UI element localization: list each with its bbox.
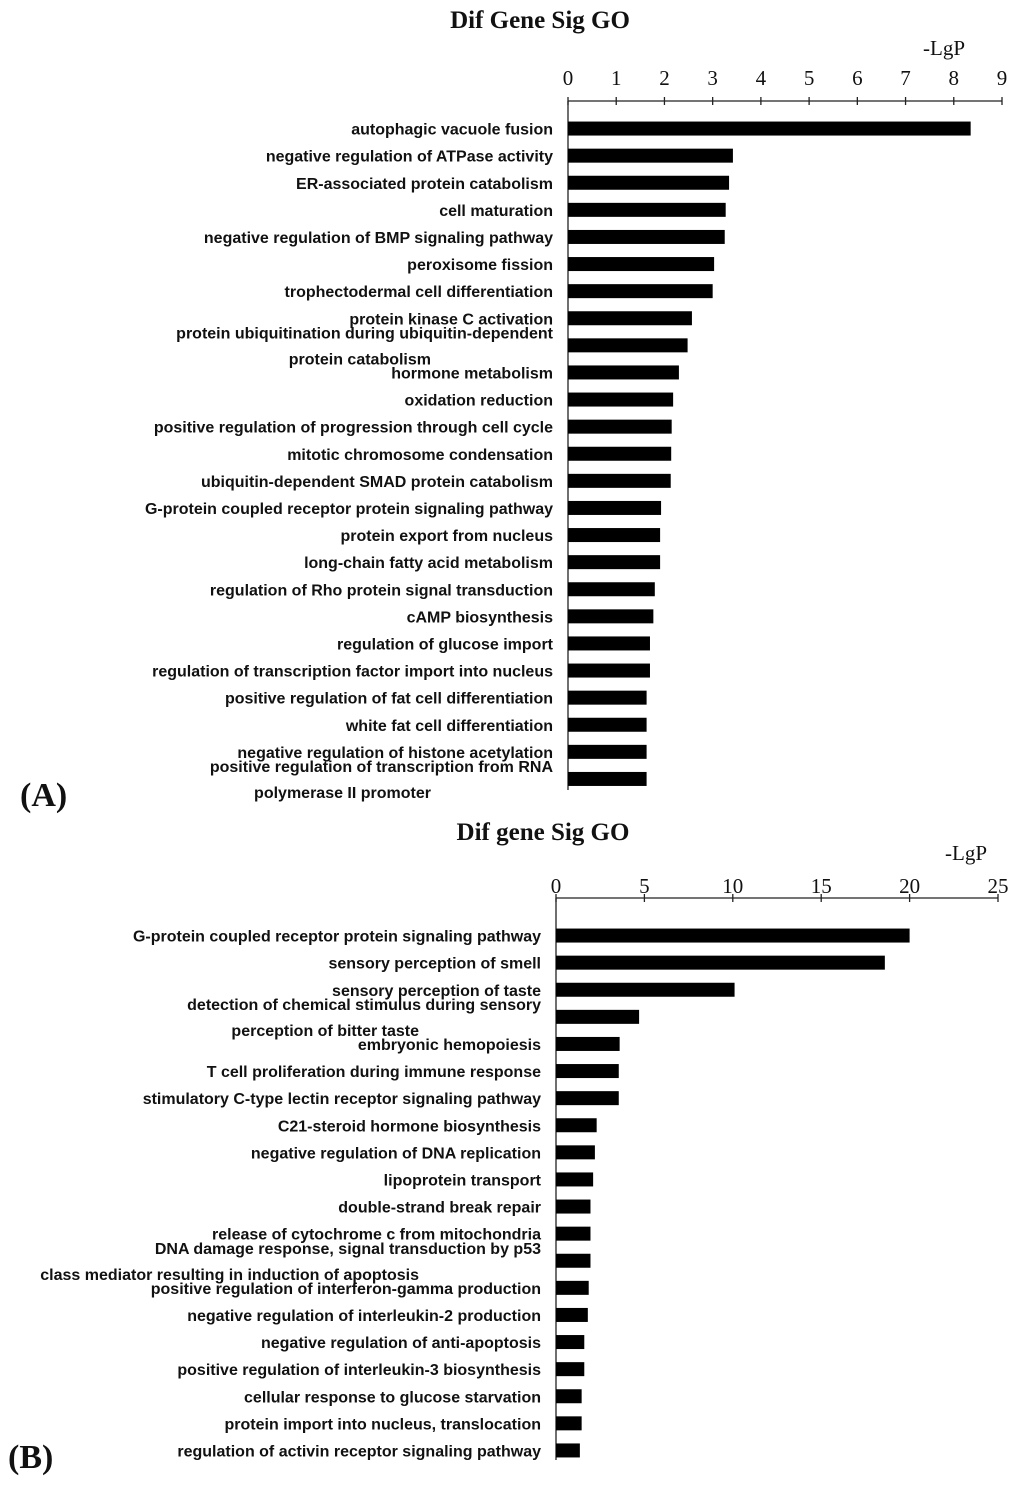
chart-a-category-label: cAMP biosynthesis [406, 609, 553, 627]
chart-b-category-label: G-protein coupled receptor protein signaling pathway [132, 928, 541, 946]
chart-a-category-label: autophagic vacuole fusion [351, 121, 553, 139]
chart-b-category-label: cellular response to glucose starvation [244, 1389, 541, 1407]
chart-a-category-label: long-chain fatty acid metabolism [304, 555, 553, 573]
chart-b-tick-label: 5 [639, 874, 650, 898]
chart-b-bar [556, 1443, 580, 1457]
chart-a-tick-label: 1 [610, 66, 622, 90]
chart-a-bar [568, 230, 725, 244]
chart-b-category-label: negative regulation of interleukin-2 production [187, 1307, 541, 1325]
chart-b-bar [556, 983, 735, 997]
chart-a-panel-label: (A) [20, 777, 68, 814]
chart-a-bar [568, 555, 660, 569]
chart-b-bar [556, 1037, 620, 1051]
chart-a-category-label: protein export from nucleus [340, 528, 553, 546]
chart-a-tick-label: 9 [996, 66, 1008, 90]
chart-a-xlabel: -LgP [923, 36, 965, 60]
chart-a-bar [568, 393, 673, 407]
chart-b-bar [556, 1416, 582, 1430]
chart-a-tick-label: 8 [948, 66, 960, 90]
chart-b-tick-label: 15 [810, 874, 832, 898]
chart-b-bar [556, 929, 910, 943]
chart-b-category-label: sensory perception of taste [332, 982, 541, 1000]
chart-b-category-label [187, 997, 541, 1040]
chart-a-category-label: oxidation reduction [404, 392, 553, 410]
chart-a-category-label [176, 325, 553, 368]
chart-b-category-label: C21-steroid hormone biosynthesis [277, 1118, 541, 1136]
chart-a-bar [568, 203, 726, 217]
chart-a-category-label: negative regulation of BMP signaling pathway [203, 229, 553, 247]
chart-b-category-label: double-strand break repair [338, 1199, 541, 1217]
chart-a-category-label: hormone metabolism [391, 365, 553, 383]
chart-a-bar [568, 745, 647, 759]
chart-a-bar [568, 609, 653, 623]
chart-a-title: Dif Gene Sig GO [450, 7, 630, 34]
chart-a-bar [568, 284, 713, 298]
chart-b-category-label: negative regulation of anti-apoptosis [260, 1335, 541, 1353]
chart-a-category-label: G-protein coupled receptor protein signaling pathway [144, 500, 553, 518]
chart-a-category-label: peroxisome fission [407, 257, 553, 275]
chart-a-category-label-line: protein ubiquitination during ubiquitin-dependent [176, 325, 553, 343]
chart-b-bar [556, 956, 885, 970]
chart-a-category-label: negative regulation of histone acetylation [237, 744, 553, 762]
chart-b-category-label-line: class mediator resulting in induction of apoptosis [40, 1266, 419, 1284]
chart-a-category-label: regulation of Rho protein signal transduction [209, 582, 553, 600]
chart-a-bar [568, 176, 729, 190]
chart-a-category-label: trophectodermal cell differentiation [284, 284, 553, 302]
chart-b-title: Dif gene Sig GO [456, 819, 630, 846]
chart-b-bar [556, 1227, 590, 1241]
chart-b-bar [556, 1281, 589, 1295]
chart-b-tick-label: 20 [899, 874, 921, 898]
chart-a-bar [568, 474, 671, 488]
chart-b-category-label: regulation of activin receptor signaling pathway [177, 1443, 541, 1461]
chart-b-bar [556, 1091, 619, 1105]
chart-a-bar [568, 582, 655, 596]
chart-b-category-label-line: perception of bitter taste [231, 1022, 419, 1040]
chart-a-bar [568, 718, 647, 732]
chart-a-bar [568, 257, 714, 271]
chart-b-panel-label: (B) [8, 1439, 54, 1476]
chart-a-category-label: protein kinase C activation [349, 311, 553, 329]
chart-b-category-label: positive regulation of interleukin-3 biosynthesis [177, 1362, 541, 1380]
chart-a-tick-label: 0 [562, 66, 574, 90]
chart-a-category-label: positive regulation of fat cell differentiation [224, 690, 553, 708]
chart-b-bar [556, 1389, 582, 1403]
chart-a-bar [568, 664, 650, 678]
chart-b-bar [556, 1064, 619, 1078]
chart-b-bar [556, 1118, 597, 1132]
chart-a-category-label-line: positive regulation of transcription from RNA [209, 758, 553, 776]
chart-b-bar [556, 1308, 588, 1322]
chart-b-category-label: embryonic hemopoiesis [357, 1036, 541, 1054]
chart-b-category-label: T cell proliferation during immune response [206, 1064, 541, 1082]
chart-b-xlabel: -LgP [945, 841, 987, 865]
chart-b-category-label-line: detection of chemical stimulus during sensory [187, 996, 541, 1014]
chart-a-category-label: regulation of transcription factor import into nucleus [152, 663, 553, 681]
chart-b-category-label: stimulatory C-type lectin receptor signaling pathway [142, 1091, 541, 1109]
chart-b-tick-label: 0 [550, 874, 562, 898]
chart-b-category-label: protein import into nucleus, translocation [224, 1416, 541, 1434]
chart-a-bar [568, 311, 692, 325]
chart-a-bar [568, 528, 660, 542]
chart-a-bar [568, 636, 650, 650]
chart-b-category-label-line: DNA damage response, signal transduction by p53 [154, 1240, 541, 1258]
chart-a-category-label: negative regulation of ATPase activity [265, 148, 553, 166]
chart-b-category-label: release of cytochrome c from mitochondria [212, 1226, 541, 1244]
chart-a-tick-label: 6 [852, 66, 863, 90]
chart-b-tick-label: 10 [722, 874, 744, 898]
chart-a-bar [568, 772, 647, 786]
chart-b-bar [556, 1254, 590, 1268]
chart-a-category-label-line: protein catabolism [288, 351, 431, 369]
chart-a-bar [568, 691, 647, 705]
chart-a-category-label: white fat cell differentiation [345, 717, 553, 735]
chart-a-bar [568, 501, 661, 515]
chart-b-category-label [40, 1241, 541, 1284]
chart-a-category-label [210, 759, 554, 802]
chart-a-bar [568, 149, 733, 163]
chart-a-tick-label: 3 [707, 66, 718, 90]
chart-b-category-label: sensory perception of smell [328, 955, 541, 973]
chart-a-bar [568, 447, 671, 461]
chart-b-category-label: negative regulation of DNA replication [250, 1145, 541, 1163]
chart-b-category-label: positive regulation of interferon-gamma production [150, 1280, 541, 1298]
chart-a-bar [568, 338, 688, 352]
chart-b-bar [556, 1335, 584, 1349]
chart-a-tick-label: 7 [900, 66, 911, 90]
chart-a-bar [568, 365, 679, 379]
chart-b-tick-label: 25 [987, 874, 1009, 898]
chart-b-bar [556, 1010, 639, 1024]
chart-a-category-label: ubiquitin-dependent SMAD protein catabolism [201, 473, 553, 491]
chart-b-bar [556, 1172, 593, 1186]
chart-a-category-label: mitotic chromosome condensation [287, 446, 553, 464]
chart-a-category-label-line: polymerase II promoter [254, 784, 431, 802]
chart-a-tick-label: 4 [755, 66, 767, 90]
chart-a-category-label: cell maturation [439, 202, 553, 220]
chart-b-bar [556, 1200, 590, 1214]
chart-a-category-label: ER-associated protein catabolism [296, 175, 553, 193]
chart-a-bar [568, 420, 672, 434]
chart-a-bar [568, 122, 971, 136]
chart-a-tick-label: 2 [659, 66, 670, 90]
chart-b-bar [556, 1362, 584, 1376]
chart-a-tick-label: 5 [803, 66, 815, 90]
chart-a-category-label: positive regulation of progression through cell cycle [153, 419, 553, 437]
chart-b-category-label: lipoprotein transport [383, 1172, 541, 1190]
chart-b-bar [556, 1145, 595, 1159]
chart-a-category-label: regulation of glucose import [336, 636, 553, 654]
